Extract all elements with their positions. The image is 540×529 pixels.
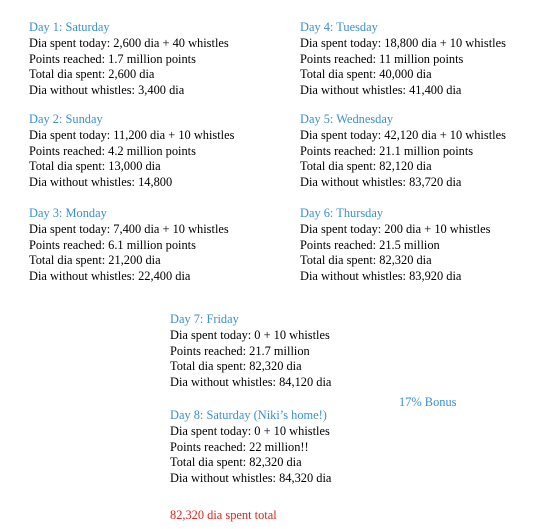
day-5-entry xyxy=(300,112,506,191)
day-3-total: Total dia spent: 21,200 dia xyxy=(29,253,161,268)
day-4-title: Day 4: Tuesday xyxy=(300,20,378,34)
day-1-without-whistles: Dia without whistles: 3,400 dia xyxy=(29,83,185,98)
day-6-total: Total dia spent: 82,320 dia xyxy=(300,253,432,268)
day-1-entry xyxy=(29,20,229,99)
day-1-points: Points reached: 1.7 million points xyxy=(29,51,196,66)
day-3-points: Points reached: 6.1 million points xyxy=(29,237,196,252)
day-5-total: Total dia spent: 82,120 dia xyxy=(300,159,432,174)
day-2-entry xyxy=(29,112,234,191)
day-7-total: Total dia spent: 82,320 dia xyxy=(170,359,302,374)
day-8-points: Points reached: 22 million!! xyxy=(170,439,309,454)
day-1-total: Total dia spent: 2,600 dia xyxy=(29,67,155,82)
day-3-dia-spent: Dia spent today: 7,400 dia + 10 whistles xyxy=(29,221,229,236)
day-4-points: Points reached: 11 million points xyxy=(300,51,464,66)
bonus-note: 17% Bonus xyxy=(399,395,457,409)
day-6-entry xyxy=(300,206,490,285)
day-3-title: Day 3: Monday xyxy=(29,206,107,220)
day-5-without-whistles: Dia without whistles: 83,720 dia xyxy=(300,175,462,190)
day-2-total: Total dia spent: 13,000 dia xyxy=(29,159,161,174)
day-8-total: Total dia spent: 82,320 dia xyxy=(170,455,302,470)
day-8-dia-spent: Dia spent today: 0 + 10 whistles xyxy=(170,423,330,438)
day-6-without-whistles: Dia without whistles: 83,920 dia xyxy=(300,269,462,284)
day-8-entry xyxy=(170,408,331,487)
day-3-without-whistles: Dia without whistles: 22,400 dia xyxy=(29,269,191,284)
day-6-title: Day 6: Thursday xyxy=(300,206,384,220)
day-7-entry xyxy=(170,312,331,391)
day-1-title: Day 1: Saturday xyxy=(29,20,110,34)
day-6-dia-spent: Dia spent today: 200 dia + 10 whistles xyxy=(300,221,491,236)
day-1-dia-spent: Dia spent today: 2,600 dia + 40 whistles xyxy=(29,35,229,50)
day-2-points: Points reached: 4.2 million points xyxy=(29,143,196,158)
day-2-dia-spent: Dia spent today: 11,200 dia + 10 whistles xyxy=(29,127,235,142)
day-4-dia-spent: Dia spent today: 18,800 dia + 10 whistles xyxy=(300,35,506,50)
day-4-total: Total dia spent: 40,000 dia xyxy=(300,67,432,82)
day-2-title: Day 2: Sunday xyxy=(29,112,103,126)
day-8-without-whistles: Dia without whistles: 84,320 dia xyxy=(170,471,332,486)
day-7-points: Points reached: 21.7 million xyxy=(170,343,310,358)
day-5-dia-spent: Dia spent today: 42,120 dia + 10 whistles xyxy=(300,127,506,142)
day-2-without-whistles: Dia without whistles: 14,800 xyxy=(29,175,173,190)
day-7-dia-spent: Dia spent today: 0 + 10 whistles xyxy=(170,327,330,342)
day-8-title: Day 8: Saturday (Niki’s home!) xyxy=(170,408,327,422)
day-4-without-whistles: Dia without whistles: 41,400 dia xyxy=(300,83,462,98)
day-6-points: Points reached: 21.5 million xyxy=(300,237,440,252)
day-5-title: Day 5: Wednesday xyxy=(300,112,394,126)
day-5-points: Points reached: 21.1 million points xyxy=(300,143,474,158)
day-7-title: Day 7: Friday xyxy=(170,312,239,326)
day-7-without-whistles: Dia without whistles: 84,120 dia xyxy=(170,375,332,390)
grand-total: 82,320 dia spent total xyxy=(170,508,277,522)
day-3-entry xyxy=(29,206,229,285)
day-4-entry xyxy=(300,20,506,99)
